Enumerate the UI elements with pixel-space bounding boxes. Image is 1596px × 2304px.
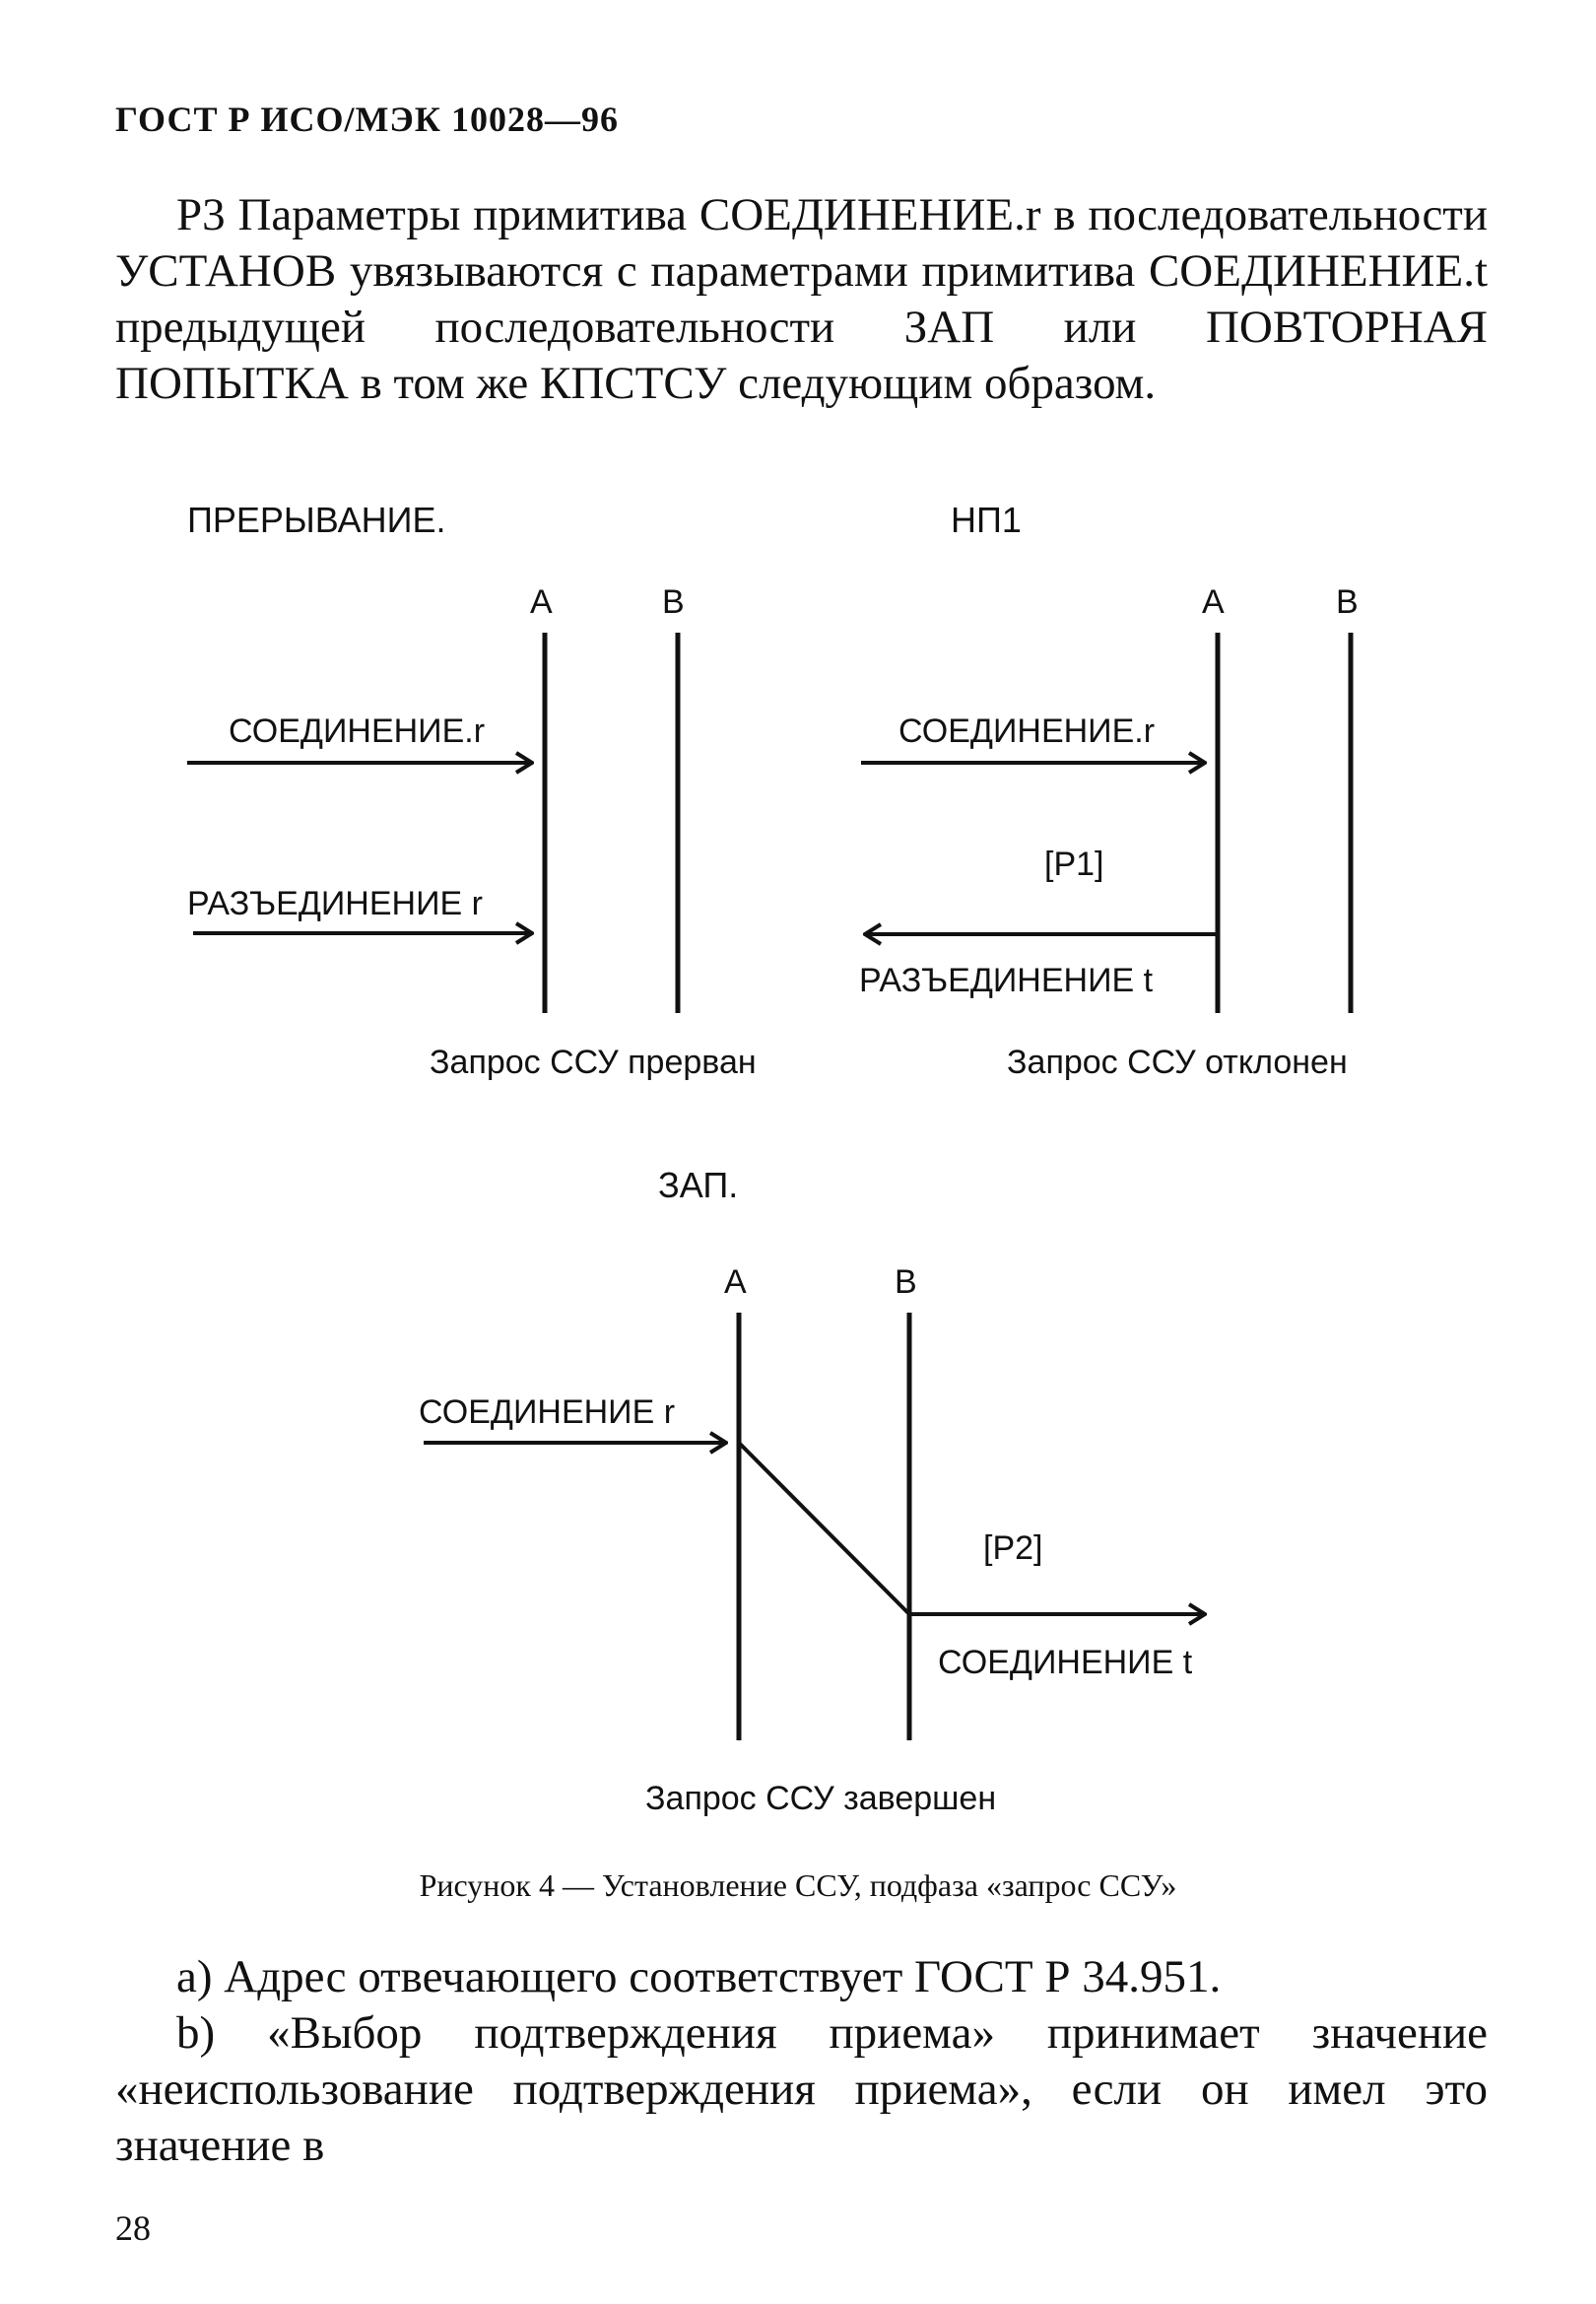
diagram-complete-title: ЗАП. (658, 1165, 739, 1205)
document-header: ГОСТ Р ИСО/МЭК 10028—96 (115, 100, 619, 139)
diagram-abort-caption: Запрос ССУ прерван (430, 1044, 757, 1081)
diagram-reject-caption: Запрос ССУ отклонен (1007, 1044, 1348, 1081)
diagram-complete-label-b: В (895, 1263, 917, 1301)
diagram-complete-diagonal (739, 1443, 909, 1614)
diagram-complete-param: [P2] (983, 1529, 1043, 1567)
diagram-abort-arrow2-label: РАЗЪЕДИНЕНИЕ r (187, 885, 483, 922)
diagram-reject-label-a: А (1202, 583, 1225, 621)
diagram-reject (859, 500, 1359, 1081)
list-item-a: а) Адрес отвечающего соответствует ГОСТ Р 34.951. (176, 1951, 1222, 2002)
paragraph-p3: Р3 Параметры примитива СОЕДИНЕНИЕ.r в последовательности УСТАНОВ увязываются с параметрами примитива СОЕДИНЕНИЕ.t предыдущей последовательности ЗАП или ПОВТОРНАЯ ПОПЫТКА в том же КПСТСУ следующим образом. (115, 189, 1488, 409)
diagram-reject-param: [P1] (1044, 846, 1104, 883)
diagram-abort-title: ПРЕРЫВАНИЕ. (187, 500, 446, 540)
figure-caption: Рисунок 4 — Установление ССУ, подфаза «запрос ССУ» (419, 1867, 1177, 1903)
list-item-b: b) «Выбор подтверждения приема» принимает значение «неиспользование подтверждения приема», если он имел это значение в (115, 2007, 1488, 2171)
diagram-complete-label-a: А (724, 1263, 747, 1301)
diagram-reject-arrow1-label: СОЕДИНЕНИЕ.r (898, 712, 1156, 750)
diagram-abort-arrow1-label: СОЕДИНЕНИЕ.r (229, 712, 486, 750)
diagram-abort (187, 500, 757, 1081)
diagram-complete (419, 1165, 1205, 1817)
diagram-abort-label-b: В (662, 583, 685, 621)
diagram-reject-arrow2-label: РАЗЪЕДИНЕНИЕ t (859, 962, 1154, 999)
diagram-reject-label-b: В (1336, 583, 1359, 621)
diagram-abort-label-a: А (530, 583, 553, 621)
diagram-complete-caption: Запрос ССУ завершен (645, 1780, 997, 1817)
diagram-complete-arrow2-label: СОЕДИНЕНИЕ t (938, 1644, 1193, 1681)
diagram-complete-arrow1-label: СОЕДИНЕНИЕ r (419, 1393, 676, 1431)
diagram-reject-title: НП1 (951, 500, 1022, 540)
page-number: 28 (115, 2208, 151, 2248)
